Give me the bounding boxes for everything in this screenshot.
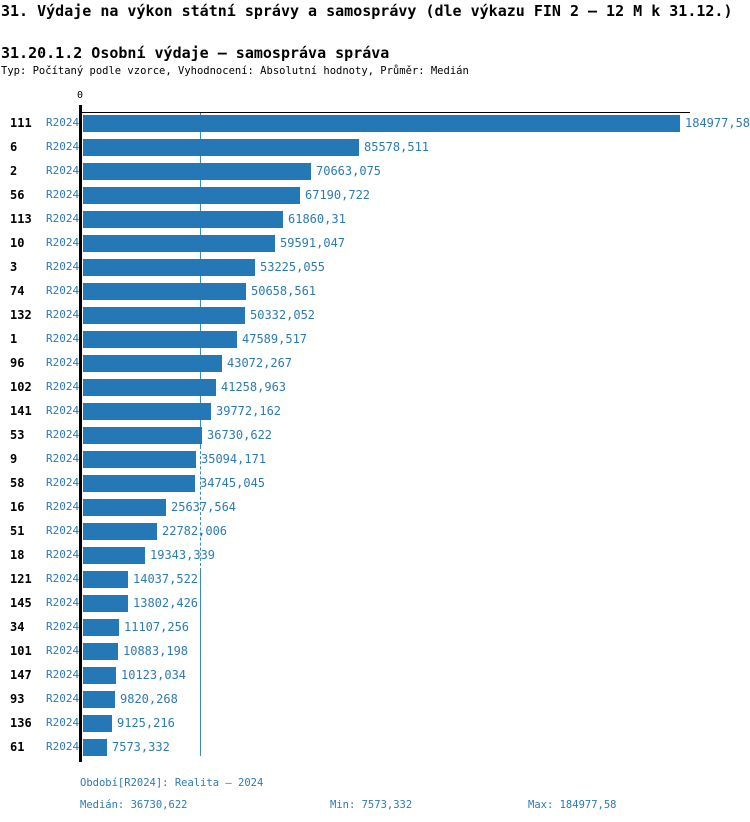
row-id-label: 58 — [10, 476, 25, 490]
row-id-label: 53 — [10, 428, 25, 442]
bar-value-label: 53225,055 — [260, 260, 326, 274]
row-period-label: R2024 — [46, 284, 80, 297]
bar-value-label: 7573,332 — [112, 740, 170, 754]
row-period-label: R2024 — [46, 332, 80, 345]
bar-value-label: 14037,522 — [133, 572, 199, 586]
bar-row — [0, 519, 750, 543]
bar-row — [0, 735, 750, 759]
footer-min-label: Min: 7573,332 — [330, 799, 413, 811]
bar-value-label: 13802,426 — [133, 596, 199, 610]
row-period-label: R2024 — [46, 116, 80, 129]
row-id-label: 136 — [10, 716, 32, 730]
row-id-label: 34 — [10, 620, 25, 634]
bar-value-label: 43072,267 — [227, 356, 293, 370]
bar-row — [0, 183, 750, 207]
bar-row — [0, 543, 750, 567]
row-id-label: 3 — [10, 260, 18, 274]
bar-value-label: 34745,045 — [200, 476, 266, 490]
row-period-label: R2024 — [46, 356, 80, 369]
bar-row — [0, 591, 750, 615]
bar-row — [0, 255, 750, 279]
row-id-label: 2 — [10, 164, 18, 178]
bar-row — [0, 375, 750, 399]
bar-value-label: 9125,216 — [117, 716, 175, 730]
bar-row — [0, 687, 750, 711]
row-period-label: R2024 — [46, 452, 80, 465]
bar-row — [0, 159, 750, 183]
bar-row — [0, 423, 750, 447]
bar — [83, 499, 166, 516]
bar-row — [0, 471, 750, 495]
row-period-label: R2024 — [46, 140, 80, 153]
bar-value-label: 70663,075 — [316, 164, 382, 178]
row-id-label: 9 — [10, 452, 18, 466]
row-period-label: R2024 — [46, 572, 80, 585]
row-id-label: 101 — [10, 644, 32, 658]
bar-value-label: 9820,268 — [120, 692, 178, 706]
bar-row — [0, 639, 750, 663]
bar-row — [0, 327, 750, 351]
bar-row — [0, 303, 750, 327]
bar-row — [0, 231, 750, 255]
footer-period-label: Období[R2024]: Realita – 2024 — [80, 777, 264, 789]
bar — [83, 259, 255, 276]
row-period-label: R2024 — [46, 620, 80, 633]
row-id-label: 96 — [10, 356, 25, 370]
bar — [83, 187, 300, 204]
row-id-label: 132 — [10, 308, 32, 322]
x-axis-zero-tick-label: 0 — [76, 90, 84, 101]
row-id-label: 56 — [10, 188, 25, 202]
row-id-label: 1 — [10, 332, 18, 346]
bar-row — [0, 399, 750, 423]
bar — [83, 283, 246, 300]
bar-value-label: 19343,339 — [150, 548, 216, 562]
bar-value-label: 85578,511 — [364, 140, 430, 154]
row-period-label: R2024 — [46, 308, 80, 321]
row-period-label: R2024 — [46, 212, 80, 225]
bar — [83, 235, 275, 252]
bar — [83, 115, 680, 132]
row-id-label: 121 — [10, 572, 32, 586]
bar — [83, 331, 237, 348]
bar-value-label: 50658,561 — [251, 284, 317, 298]
row-period-label: R2024 — [46, 260, 80, 273]
row-id-label: 145 — [10, 596, 32, 610]
bar-value-label: 22782,006 — [162, 524, 228, 538]
row-id-label: 51 — [10, 524, 25, 538]
bar — [83, 523, 157, 540]
row-period-label: R2024 — [46, 740, 80, 753]
bar — [83, 139, 359, 156]
bar-value-label: 41258,963 — [221, 380, 287, 394]
row-id-label: 10 — [10, 236, 25, 250]
bar — [83, 379, 216, 396]
row-period-label: R2024 — [46, 476, 80, 489]
row-id-label: 18 — [10, 548, 25, 562]
bar-value-label: 61860,31 — [288, 212, 346, 226]
row-id-label: 141 — [10, 404, 32, 418]
bar-row — [0, 351, 750, 375]
row-period-label: R2024 — [46, 524, 80, 537]
footer-median-label: Medián: 36730,622 — [80, 799, 188, 811]
bar-value-label: 35094,171 — [201, 452, 267, 466]
bar — [83, 667, 116, 684]
row-period-label: R2024 — [46, 716, 80, 729]
row-id-label: 6 — [10, 140, 18, 154]
bar-row — [0, 711, 750, 735]
bar — [83, 403, 211, 420]
row-period-label: R2024 — [46, 500, 80, 513]
bar — [83, 595, 128, 612]
bar — [83, 211, 283, 228]
bar-row — [0, 615, 750, 639]
bar — [83, 643, 118, 660]
row-period-label: R2024 — [46, 428, 80, 441]
bar — [83, 547, 145, 564]
row-period-label: R2024 — [46, 596, 80, 609]
bar-value-label: 50332,052 — [250, 308, 316, 322]
row-period-label: R2024 — [46, 668, 80, 681]
bar-row — [0, 207, 750, 231]
row-id-label: 16 — [10, 500, 25, 514]
bar-value-label: 39772,162 — [216, 404, 282, 418]
row-period-label: R2024 — [46, 164, 80, 177]
row-period-label: R2024 — [46, 692, 80, 705]
bar — [83, 691, 115, 708]
bar — [83, 451, 196, 468]
bar-value-label: 36730,622 — [207, 428, 273, 442]
bar — [83, 307, 245, 324]
bar-value-label: 47589,517 — [242, 332, 308, 346]
bar-row — [0, 567, 750, 591]
bar — [83, 619, 119, 636]
bar-value-label: 11107,256 — [124, 620, 190, 634]
row-id-label: 74 — [10, 284, 25, 298]
bar-row — [0, 663, 750, 687]
bar-value-label: 25637,564 — [171, 500, 237, 514]
chart-meta: Typ: Počítaný podle vzorce, Vyhodnocení: Absolutní hodnoty, Průměr: Medián — [1, 65, 469, 77]
row-id-label: 61 — [10, 740, 25, 754]
bar-value-label: 10123,034 — [121, 668, 187, 682]
row-period-label: R2024 — [46, 380, 80, 393]
bar — [83, 427, 202, 444]
chart-subtitle: 31.20.1.2 Osobní výdaje – samospráva správa — [1, 44, 390, 62]
bar-row — [0, 135, 750, 159]
row-id-label: 111 — [10, 116, 32, 130]
row-id-label: 93 — [10, 692, 25, 706]
row-id-label: 102 — [10, 380, 32, 394]
bar-value-label: 59591,047 — [280, 236, 346, 250]
chart-title: 31. Výdaje na výkon státní správy a samosprávy (dle výkazu FIN 2 – 12 M k 31.12.) — [1, 2, 733, 20]
bar — [83, 715, 112, 732]
bar-row — [0, 495, 750, 519]
row-period-label: R2024 — [46, 548, 80, 561]
bar — [83, 571, 128, 588]
bar — [83, 739, 107, 756]
row-id-label: 147 — [10, 668, 32, 682]
footer-max-label: Max: 184977,58 — [528, 799, 617, 811]
row-period-label: R2024 — [46, 644, 80, 657]
row-period-label: R2024 — [46, 188, 80, 201]
bar-row — [0, 447, 750, 471]
bar-value-label: 184977,58 — [685, 116, 750, 130]
bar-row — [0, 111, 750, 135]
row-id-label: 113 — [10, 212, 32, 226]
bar-value-label: 67190,722 — [305, 188, 371, 202]
bar — [83, 475, 195, 492]
row-period-label: R2024 — [46, 236, 80, 249]
bar — [83, 163, 311, 180]
row-period-label: R2024 — [46, 404, 80, 417]
bar-value-label: 10883,198 — [123, 644, 189, 658]
bar-row — [0, 279, 750, 303]
bar — [83, 355, 222, 372]
